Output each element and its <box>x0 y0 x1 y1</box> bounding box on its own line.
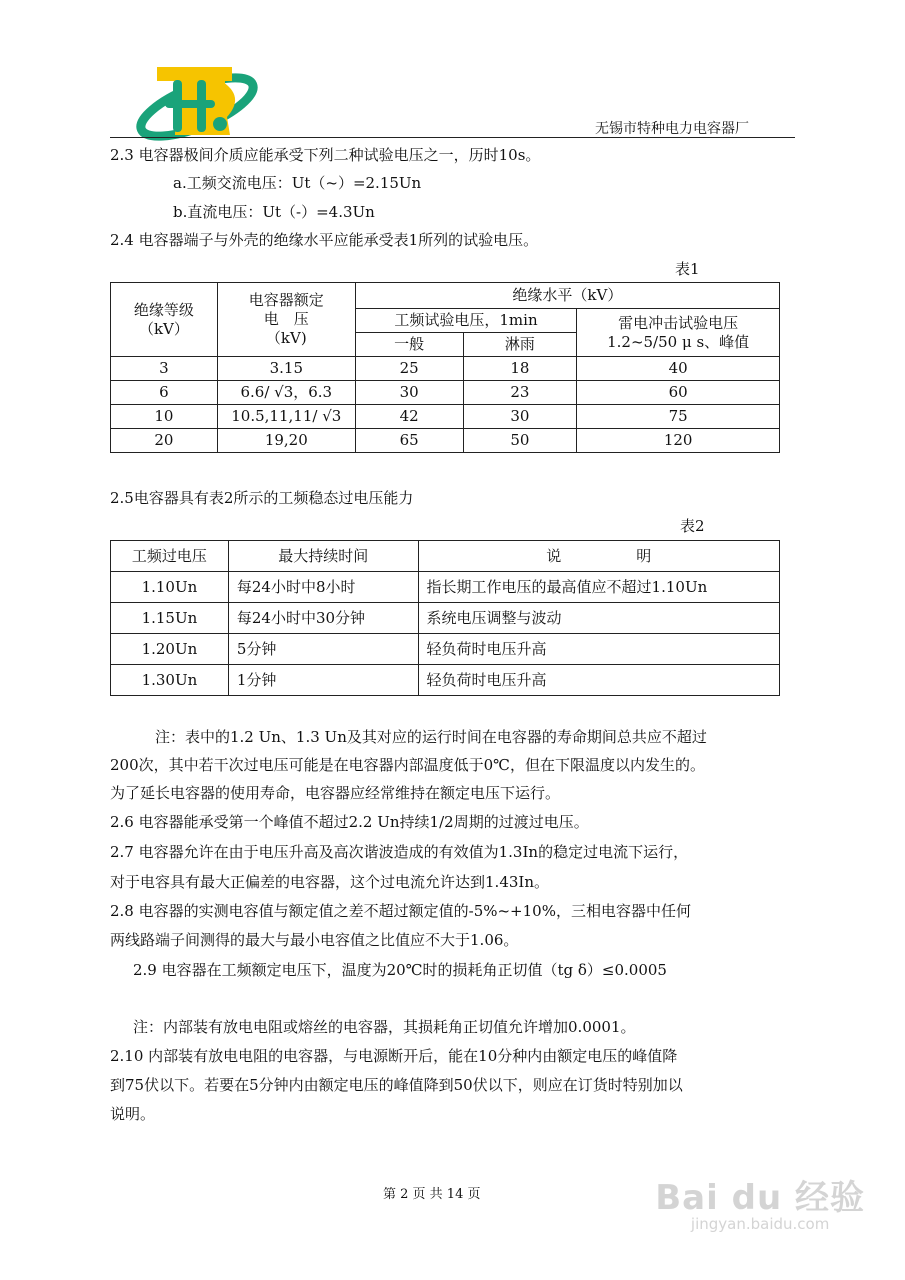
ttp-logo-icon <box>135 62 260 142</box>
header-power-freq: 工频试验电压，1min <box>355 309 577 333</box>
header-insulation-level: 绝缘水平（kV） <box>355 283 779 309</box>
header-overvoltage: 工频过电压 <box>111 541 229 572</box>
cell: 23 <box>463 381 577 405</box>
section-2-10-line-1: 2.10 内部装有放电电阻的电容器，与电源断开后，能在10分种内由额定电压的峰值降 <box>110 1047 678 1065</box>
section-2-8-line-2: 两线路端子间测得的最大与最小电容值之比值应不大于1.06。 <box>110 931 519 949</box>
section-2-7-line-1: 2.7 电容器允许在由于电压升高及高次谐波造成的有效值为1.3In的稳定过电流下运行， <box>110 843 689 861</box>
note-1-line-3: 为了延长电容器的使用寿命，电容器应经常维持在额定电压下运行。 <box>110 784 561 802</box>
section-2-8-line-1: 2.8 电容器的实测电容值与额定值之差不超过额定值的-5%~+10%，三相电容器中任何 <box>110 902 691 920</box>
header-general: 一般 <box>355 333 463 357</box>
company-logo <box>135 62 260 142</box>
table-row <box>111 405 780 429</box>
cell: 1分钟 <box>228 665 418 696</box>
cell: 1.15Un <box>111 603 229 634</box>
table-row <box>111 357 780 381</box>
cell: 5分钟 <box>228 634 418 665</box>
cell: 30 <box>463 405 577 429</box>
header-unit: （kV） <box>138 319 189 338</box>
cell: 6 <box>111 381 218 405</box>
cell: 1.10Un <box>111 572 229 603</box>
section-2-5: 2.5电容器具有表2所示的工频稳态过电压能力 <box>110 489 414 507</box>
page-number: 第 2 页 共 14 页 <box>383 1187 481 1202</box>
cell: 65 <box>355 429 463 453</box>
section-2-3-b: b.直流电压：Ut（-）=4.3Un <box>173 203 375 221</box>
header-lightning <box>577 309 780 357</box>
cell: 40 <box>577 357 780 381</box>
header-unit: （kV) <box>265 329 307 347</box>
table1-insulation-levels <box>110 282 780 453</box>
table-row <box>111 381 780 405</box>
watermark-url: jingyan.baidu.com <box>690 1215 830 1233</box>
cell: 10.5,11,11/ √3 <box>217 405 355 429</box>
note-2: 注：内部装有放电电阻或熔丝的电容器，其损耗角正切值允许增加0.0001。 <box>133 1018 636 1036</box>
section-2-9: 2.9 电容器在工频额定电压下，温度为20℃时的损耗角正切值（tg δ）≤0.0005 <box>133 961 667 979</box>
section-2-7-line-2: 对于电容具有最大正偏差的电容器，这个过电流允许达到1.43In。 <box>110 873 549 891</box>
table2-overvoltage <box>110 540 780 696</box>
baidu-watermark <box>655 1170 865 1233</box>
cell: 3 <box>111 357 218 381</box>
cell: 1.20Un <box>111 634 229 665</box>
cell: 120 <box>577 429 780 453</box>
cell: 6.6/ √3，6.3 <box>217 381 355 405</box>
cell: 75 <box>577 405 780 429</box>
cell: 42 <box>355 405 463 429</box>
header-text: 电 压 <box>263 310 309 328</box>
cell: 轻负荷时电压升高 <box>418 665 779 696</box>
section-2-3-a: a.工频交流电压：Ut（~）=2.15Un <box>173 174 422 192</box>
cell: 1.30Un <box>111 665 229 696</box>
table-row <box>111 429 780 453</box>
cell: 50 <box>463 429 577 453</box>
header-text: 电容器额定 <box>248 291 324 309</box>
cell: 60 <box>577 381 780 405</box>
header-description: 说 明 <box>418 541 779 572</box>
section-2-3: 2.3 电容器极间介质应能承受下列二种试验电压之一，历时10s。 <box>110 146 541 164</box>
watermark-brand: Bai du 经验 <box>655 1178 865 1218</box>
header-text: 1.2~5/50 μ s、峰值 <box>607 332 750 351</box>
cell: 3.15 <box>217 357 355 381</box>
section-2-4: 2.4 电容器端子与外壳的绝缘水平应能承受表1所列的试验电压。 <box>110 231 539 249</box>
cell: 指长期工作电压的最高值应不超过1.10Un <box>418 572 779 603</box>
section-2-10-line-2: 到75伏以下。若要在5分钟内由额定电压的峰值降到50伏以下，则应在订货时特别加以 <box>110 1076 683 1094</box>
company-name: 无锡市特种电力电容器厂 <box>595 121 749 137</box>
cell: 19,20 <box>217 429 355 453</box>
section-2-10-line-3: 说明。 <box>110 1105 156 1123</box>
header-rated-voltage <box>217 283 355 357</box>
cell: 轻负荷时电压升高 <box>418 634 779 665</box>
cell: 25 <box>355 357 463 381</box>
table2-caption: 表2 <box>680 517 705 535</box>
header-divider <box>110 137 795 138</box>
table-row <box>111 665 780 696</box>
header-insulation-class <box>111 283 218 357</box>
note-1-line-2: 200次，其中若干次过电压可能是在电容器内部温度低于0℃，但在下限温度以内发生的。 <box>110 756 705 774</box>
table-row <box>111 603 780 634</box>
table1-caption: 表1 <box>675 260 700 278</box>
header-text: 雷电冲击试验电压 <box>618 313 739 332</box>
cell: 18 <box>463 357 577 381</box>
section-2-6: 2.6 电容器能承受第一个峰值不超过2.2 Un持续1/2周期的过渡过电压。 <box>110 813 589 831</box>
table-row <box>111 572 780 603</box>
header-duration: 最大持续时间 <box>228 541 418 572</box>
table-row <box>111 634 780 665</box>
header-text: 绝缘等级 <box>133 300 194 319</box>
cell: 每24小时中8小时 <box>228 572 418 603</box>
cell: 系统电压调整与波动 <box>418 603 779 634</box>
cell: 20 <box>111 429 218 453</box>
cell: 每24小时中30分钟 <box>228 603 418 634</box>
cell: 10 <box>111 405 218 429</box>
header-wet: 淋雨 <box>463 333 577 357</box>
cell: 30 <box>355 381 463 405</box>
note-1-line-1: 注：表中的1.2 Un、1.3 Un及其对应的运行时间在电容器的寿命期间总共应不超过 <box>155 728 707 746</box>
